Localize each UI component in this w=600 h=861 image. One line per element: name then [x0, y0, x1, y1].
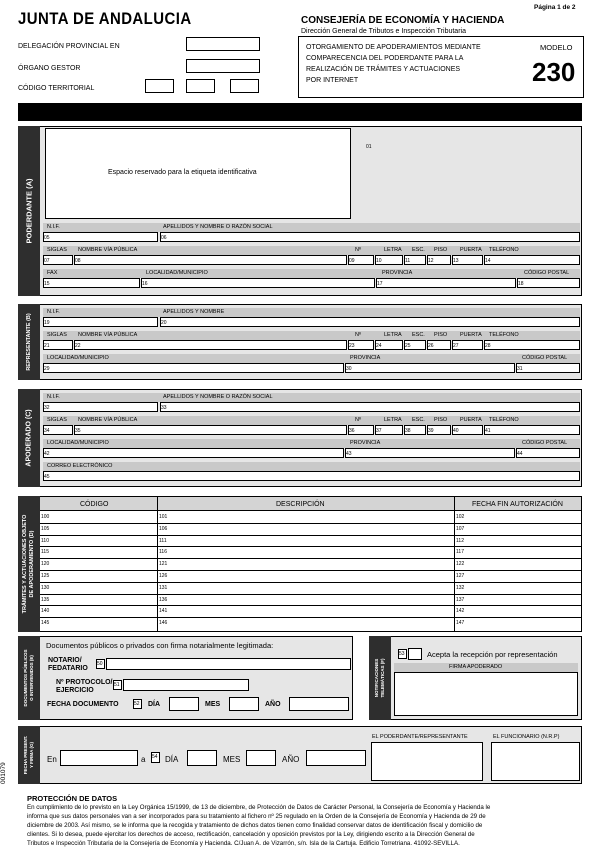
label-area-text: Espacio reservado para la etiqueta identificativa: [108, 169, 257, 176]
tramite-fecha-field[interactable]: [465, 548, 579, 558]
num-25: 25: [405, 343, 411, 349]
num-17: 17: [377, 281, 383, 287]
num-22: 22: [75, 343, 81, 349]
pod-fax-field[interactable]: [43, 278, 140, 288]
tramite-fecha-field[interactable]: [465, 596, 579, 606]
pod-via-field[interactable]: [74, 255, 347, 265]
codigo-territorial-field-3[interactable]: [230, 79, 259, 93]
rep-name-field[interactable]: [160, 317, 580, 327]
apo-localidad-field[interactable]: [43, 448, 344, 458]
tramite-codigo-field[interactable]: [50, 525, 155, 535]
num-28: 28: [485, 343, 491, 349]
rep-localidad-label: LOCALIDAD/MUNICIPIO: [47, 355, 109, 361]
rep-cp-field[interactable]: [516, 363, 580, 373]
apo-tel-field[interactable]: [484, 425, 580, 435]
rep-row3-hdr: [43, 354, 580, 363]
apo-siglas-label: SIGLAS: [47, 417, 67, 423]
num-20: 20: [161, 320, 167, 326]
notificaciones-side-line1: NOTIFICACIONES: [374, 658, 379, 698]
pod-cp-field[interactable]: [517, 278, 580, 288]
pod-tel-field[interactable]: [484, 255, 580, 265]
rep-tel-label: TELÉFONO: [489, 332, 519, 338]
apo-cp-label: CÓDIGO POSTAL: [522, 440, 568, 446]
pod-localidad-label: LOCALIDAD/MUNICIPIO: [146, 270, 208, 276]
apo-row3-hdr: [43, 439, 580, 448]
apoderado-side-label: APODERADO (C): [18, 389, 40, 487]
num-26: 26: [428, 343, 434, 349]
tramites-side-label: [18, 496, 40, 632]
black-band: [18, 103, 582, 121]
apo-nif-field[interactable]: [43, 402, 158, 412]
model-label: MODELO: [540, 43, 573, 52]
tramite-descripcion-field[interactable]: [168, 548, 452, 558]
pod-nif-label: N.I.F.: [47, 224, 60, 230]
apo-nif-label: N.I.F.: [47, 394, 60, 400]
tramite-codigo-field[interactable]: [50, 537, 155, 547]
num-01: 01: [366, 144, 372, 150]
tramite-descripcion-field[interactable]: [168, 513, 452, 523]
tramite-descripcion-number: 116: [159, 549, 167, 556]
delegacion-field[interactable]: [186, 37, 260, 51]
presentacion-side-line1: FECHA PRESENT.: [23, 735, 28, 775]
place-field[interactable]: [60, 750, 138, 766]
tramite-codigo-field[interactable]: [50, 560, 155, 570]
tramite-descripcion-number: 141: [159, 608, 168, 615]
num-39: 39: [428, 428, 434, 434]
tramite-descripcion-field[interactable]: [168, 525, 452, 535]
tramite-codigo-field[interactable]: [50, 513, 155, 523]
tramite-descripcion-number: 106: [159, 525, 168, 532]
pres-anio-label: AÑO: [282, 755, 300, 764]
tramite-fecha-number: 147: [456, 620, 465, 627]
organo-field[interactable]: [186, 59, 260, 73]
tramite-codigo-field[interactable]: [50, 607, 155, 617]
proteccion-title: PROTECCIÓN DE DATOS: [27, 794, 118, 803]
tramite-codigo-number: 115: [41, 549, 49, 556]
pod-via-label: NOMBRE VÍA PÚBLICA: [78, 247, 138, 253]
num-54: 54: [152, 754, 158, 760]
directorate-title: Dirección General de Tributos e Inspección Tributaria: [301, 28, 466, 35]
pod-tel-label: TELÉFONO: [489, 247, 519, 253]
tramite-fecha-number: 142: [456, 608, 465, 615]
pod-provincia-field[interactable]: [376, 278, 516, 288]
apo-provincia-field[interactable]: [345, 448, 515, 458]
rep-no-label: Nº: [355, 332, 361, 338]
tramite-fecha-number: 107: [456, 525, 465, 532]
apo-localidad-label: LOCALIDAD/MUNICIPIO: [47, 440, 109, 446]
notificaciones-side-label: [369, 636, 391, 720]
firma-apoderado-label: FIRMA APODERADO: [449, 664, 503, 670]
tramite-codigo-field[interactable]: [50, 584, 155, 594]
purpose-line-2: COMPARECENCIA DEL PODERDANTE PARA LA: [306, 55, 464, 62]
notario-label-1: NOTARIO/: [48, 657, 82, 664]
tramite-codigo-field[interactable]: [50, 596, 155, 606]
tramite-codigo-number: 145: [41, 620, 50, 627]
pod-piso-label: PISO: [434, 247, 448, 253]
notario-field[interactable]: [106, 658, 351, 670]
apo-row1-hdr: [43, 393, 580, 402]
notario-label-2: FEDATARIO: [48, 665, 88, 672]
num-15: 15: [44, 281, 50, 287]
codigo-territorial-field-1[interactable]: [145, 79, 174, 93]
pod-row3-hdr: [43, 269, 580, 278]
tramite-fecha-field[interactable]: [465, 607, 579, 617]
apo-provincia-label: PROVINCIA: [350, 440, 381, 446]
num-41: 41: [485, 428, 491, 434]
num-38: 38: [405, 428, 411, 434]
accept-checkbox[interactable]: [408, 648, 422, 660]
tramite-fecha-number: 127: [456, 573, 465, 579]
tramite-fecha-number: 137: [456, 596, 465, 603]
num-13: 13: [453, 258, 459, 264]
apo-row4-hdr: [43, 462, 580, 471]
protocolo-label-1: Nº PROTOCOLO/: [56, 679, 113, 686]
pres-anio-field[interactable]: [306, 750, 366, 766]
num-32: 32: [44, 405, 50, 411]
tramite-codigo-number: 140: [41, 608, 50, 615]
tramite-descripcion-field[interactable]: [168, 537, 452, 547]
accept-label: Acepta la recepción por representación: [427, 650, 558, 659]
codigo-territorial-label: CÓDIGO TERRITORIAL: [18, 85, 95, 92]
pres-dia-label: DÍA: [165, 755, 179, 764]
firma-apoderado-field[interactable]: [394, 672, 578, 716]
presentacion-side-line2: Y FIRMA (G): [29, 742, 34, 768]
tramites-side-line1: TRÁMITES Y ACTUACIONES OBJETO: [22, 514, 28, 614]
apo-letra-label: LETRA: [384, 417, 402, 423]
num-21: 21: [44, 343, 50, 349]
en-label: En: [47, 755, 57, 764]
pod-puerta-label: PUERTA: [460, 247, 482, 253]
doc-anio-field[interactable]: [289, 697, 349, 711]
num-40: 40: [453, 428, 459, 434]
tramite-fecha-number: 102: [456, 514, 465, 520]
pod-localidad-field[interactable]: [141, 278, 375, 288]
apo-tel-label: TELÉFONO: [489, 417, 519, 423]
pod-name-field[interactable]: [160, 232, 580, 242]
tramite-descripcion-field[interactable]: [168, 572, 452, 582]
a-label: a: [141, 755, 146, 764]
pres-mes-field[interactable]: [246, 750, 276, 766]
num-05: 05: [44, 235, 50, 241]
num-37: 37: [376, 428, 382, 434]
rep-cp-label: CÓDIGO POSTAL: [522, 355, 568, 361]
tramite-codigo-number: 110: [41, 537, 49, 544]
poderdante-firma-label: EL PODERDANTE/REPRESENTANTE: [372, 734, 468, 740]
tramite-descripcion-field[interactable]: [168, 607, 452, 617]
num-07: 07: [44, 258, 50, 264]
proteccion-line-2: informa que sus datos personales van a ser incorporados para su tratamiento al fichero nº 25 regulado en la Orden de la Consejería de Economía y Hacienda de 29 de: [27, 813, 486, 820]
num-53: 53: [399, 651, 405, 657]
doc-mes-label: MES: [205, 701, 221, 708]
num-36: 36: [349, 428, 355, 434]
apo-name-field[interactable]: [160, 402, 580, 412]
num-43: 43: [346, 451, 352, 457]
rep-via-label: NOMBRE VÍA PÚBLICA: [78, 332, 138, 338]
num-45: 45: [44, 474, 50, 480]
proteccion-line-5: Tributos e Inspección Tributaria de la Consejería de Economía y Hacienda. C/Juan A. de Vizarrón, s/n. Isla de la Cartuja. Edificio Torretriana. 41092-SEVILLA.: [27, 840, 460, 847]
rep-piso-label: PISO: [434, 332, 448, 338]
pod-provincia-label: PROVINCIA: [382, 270, 413, 276]
num-24: 24: [376, 343, 382, 349]
pod-no-label: Nº: [355, 247, 361, 253]
tramite-codigo-field[interactable]: [50, 619, 155, 629]
form-code: 001079: [0, 762, 7, 784]
documentos-side-label: [18, 636, 40, 720]
rep-esc-label: ESC.: [412, 332, 425, 338]
tramite-descripcion-field[interactable]: [168, 584, 452, 594]
doc-dia-field[interactable]: [169, 697, 199, 711]
tramite-descripcion-number: 126: [159, 573, 168, 579]
apo-email-label: CORREO ELECTRÓNICO: [47, 463, 113, 469]
notificaciones-side-line2: TELEMÁTICAS (F): [380, 658, 385, 698]
rep-nif-field[interactable]: [43, 317, 158, 327]
tramite-fecha-number: 112: [456, 537, 464, 544]
tramite-descripcion-number: 146: [159, 620, 168, 627]
apo-no-label: Nº: [355, 417, 361, 423]
org-title: JUNTA DE ANDALUCIA: [18, 9, 192, 28]
fecha-doc-label: FECHA DOCUMENTO: [47, 701, 119, 708]
tramite-descripcion-field[interactable]: [168, 596, 452, 606]
tramite-descripcion-number: 131: [159, 584, 168, 591]
pod-nif-field[interactable]: [43, 232, 158, 242]
rep-provincia-label: PROVINCIA: [350, 355, 381, 361]
tramite-fecha-number: 122: [456, 561, 465, 568]
tramite-codigo-number: 120: [41, 561, 50, 568]
apo-via-field[interactable]: [74, 425, 347, 435]
tramite-fecha-field[interactable]: [465, 525, 579, 535]
pod-fax-label: FAX: [47, 270, 58, 276]
tramite-fecha-number: 117: [456, 549, 464, 556]
apo-email-field[interactable]: [43, 471, 580, 481]
tramite-fecha-field[interactable]: [465, 584, 579, 594]
num-44: 44: [517, 451, 523, 457]
tramite-codigo-number: 105: [41, 525, 50, 532]
num-34: 34: [44, 428, 50, 434]
proteccion-line-4: clientes. Si lo desea, puede ejercitar los derechos de acceso, rectificación, cancelación y oposición previstos por la Ley, dirigiendo escrito a la Dirección General de: [27, 831, 475, 838]
num-14: 14: [485, 258, 491, 264]
poderdante-firma-field[interactable]: [371, 742, 483, 781]
proteccion-line-1: En cumplimiento de lo previsto en la Ley Orgánica 15/1999, de 13 de diciembre, de Protección de Datos de Carácter Personal, la Consejería de Economía y Hacienda le: [27, 804, 491, 811]
delegacion-label: DELEGACIÓN PROVINCIAL EN: [18, 43, 120, 50]
purpose-line-3: REALIZACIÓN DE TRÁMITES Y ACTUACIONES: [306, 66, 461, 73]
num-29: 29: [44, 366, 50, 372]
rep-nif-label: N.I.F.: [47, 309, 60, 315]
rep-letra-label: LETRA: [384, 332, 402, 338]
apo-name-label: APELLIDOS Y NOMBRE O RAZÓN SOCIAL: [163, 394, 273, 400]
protocolo-field[interactable]: [123, 679, 249, 691]
num-27: 27: [453, 343, 459, 349]
num-52: 52: [134, 701, 140, 707]
num-42: 42: [44, 451, 50, 457]
num-31: 31: [517, 366, 523, 372]
col-fecha-header: FECHA FIN AUTORIZACIÓN: [472, 501, 563, 508]
rep-puerta-label: PUERTA: [460, 332, 482, 338]
col-codigo-header: CÓDIGO: [80, 501, 109, 508]
rep-name-label: APELLIDOS Y NOMBRE: [163, 309, 225, 315]
tramite-descripcion-number: 121: [159, 561, 168, 568]
tramite-descripcion-field[interactable]: [168, 560, 452, 570]
tramite-descripcion-field[interactable]: [168, 619, 452, 629]
page-number: Página 1 de 2: [534, 4, 576, 11]
tramite-codigo-field[interactable]: [50, 548, 155, 558]
ministry-title: CONSEJERÍA DE ECONOMÍA Y HACIENDA: [301, 15, 505, 26]
num-30: 30: [346, 366, 352, 372]
col-descripcion-header: DESCRIPCIÓN: [276, 501, 325, 508]
num-16: 16: [142, 281, 148, 287]
tramite-descripcion-number: 111: [159, 537, 167, 544]
num-12: 12: [428, 258, 434, 264]
protocolo-label-2: EJERCICIO: [56, 687, 94, 694]
presentacion-side-label: [18, 726, 40, 784]
apo-piso-label: PISO: [434, 417, 448, 423]
rep-localidad-field[interactable]: [43, 363, 344, 373]
tramite-codigo-field[interactable]: [50, 572, 155, 582]
pod-siglas-label: SIGLAS: [47, 247, 67, 253]
tramite-fecha-field[interactable]: [465, 619, 579, 629]
pod-esc-label: ESC.: [412, 247, 425, 253]
tramite-fecha-field[interactable]: [465, 572, 579, 582]
num-10: 10: [376, 258, 382, 264]
tramite-fecha-field[interactable]: [465, 537, 579, 547]
purpose-line-1: OTORGAMIENTO DE APODERAMIENTOS MEDIANTE: [306, 44, 481, 51]
pod-name-label: APELLIDOS Y NOMBRE O RAZÓN SOCIAL: [163, 224, 273, 230]
documentos-side-line2: O INTERVENIDOS (E): [29, 655, 34, 701]
rep-tel-field[interactable]: [484, 340, 580, 350]
apo-esc-label: ESC.: [412, 417, 425, 423]
proteccion-line-3: diciembre de 2003. Así mismo, se le informa que la recogida y tratamiento de dichos datos tienen como finalidad conservar datos de identificación fiscal y domicilio de: [27, 822, 483, 829]
poderdante-side-label: PODERDANTE (A): [18, 126, 40, 296]
pod-cp-label: CÓDIGO POSTAL: [524, 270, 570, 276]
organo-label: ÓRGANO GESTOR: [18, 65, 81, 72]
rep-siglas-label: SIGLAS: [47, 332, 67, 338]
num-23: 23: [349, 343, 355, 349]
num-51: 51: [114, 682, 120, 688]
funcionario-firma-label: EL FUNCIONARIO (N.R.P): [493, 734, 560, 740]
pod-letra-label: LETRA: [384, 247, 402, 253]
num-18: 18: [518, 281, 524, 287]
doc-dia-label: DÍA: [148, 701, 161, 708]
tramite-descripcion-number: 101: [159, 514, 168, 520]
pod-row1-hdr: [43, 223, 580, 232]
num-08: 08: [75, 258, 81, 264]
documentos-title: Documentos públicos o privados con firma notarialmente legitimada:: [46, 641, 274, 650]
pres-dia-field[interactable]: [187, 750, 217, 766]
num-33: 33: [161, 405, 167, 411]
apo-cp-field[interactable]: [516, 448, 580, 458]
num-19: 19: [44, 320, 50, 326]
representante-side-label: REPRESENTANTE (B): [18, 304, 40, 380]
tramites-side-line2: DE APODERAMIENTO (D): [29, 530, 35, 598]
rep-via-field[interactable]: [74, 340, 347, 350]
num-35: 35: [75, 428, 81, 434]
apo-via-label: NOMBRE VÍA PÚBLICA: [78, 417, 138, 423]
num-06: 06: [161, 235, 167, 241]
pres-mes-label: MES: [223, 755, 241, 764]
model-number: 230: [532, 57, 576, 87]
tramite-fecha-field[interactable]: [465, 513, 579, 523]
funcionario-firma-field[interactable]: [491, 742, 580, 781]
doc-mes-field[interactable]: [229, 697, 259, 711]
rep-row1-hdr: [43, 308, 580, 317]
codigo-territorial-field-2[interactable]: [186, 79, 215, 93]
documentos-side-line1: DOCUMENTOS PÚBLICOS: [23, 649, 28, 707]
num-11: 11: [405, 258, 411, 264]
rep-provincia-field[interactable]: [345, 363, 515, 373]
num-09: 09: [349, 258, 355, 264]
purpose-line-4: POR INTERNET: [306, 77, 359, 84]
tramite-fecha-field[interactable]: [465, 560, 579, 570]
apo-puerta-label: PUERTA: [460, 417, 482, 423]
tramite-codigo-number: 130: [41, 584, 50, 591]
tramite-codigo-number: 100: [41, 514, 50, 520]
tramite-fecha-number: 132: [456, 584, 465, 591]
tramite-codigo-number: 125: [41, 573, 50, 579]
doc-anio-label: AÑO: [265, 701, 281, 708]
tramite-codigo-number: 135: [41, 596, 50, 603]
num-50: 50: [97, 661, 103, 667]
tramite-descripcion-number: 136: [159, 596, 168, 603]
